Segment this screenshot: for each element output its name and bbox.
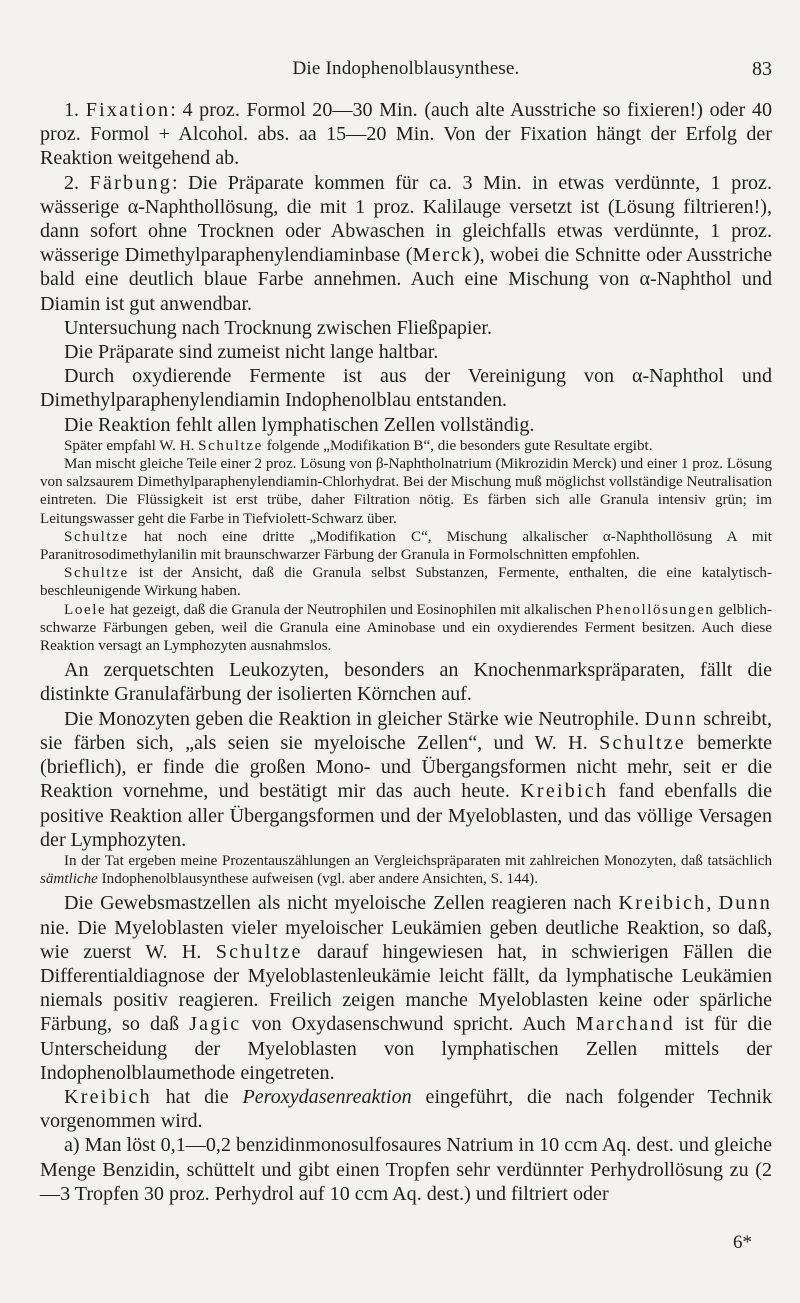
paragraph-durability: Die Präparate sind zumeist nicht lange haltbar. [64,341,439,364]
paragraph-fixation: 1. Fixation: 4 proz. Formol 20—30 Min. (auch alte Ausstriche so fixieren!) oder 40 proz. Formol + Alcohol. abs. aa 15—20 Min. Von der Fixation hängt der Erfolg der Reaktion weitgehend ab. [40,99,772,170]
paragraph-mast-cells: Die Gewebsmastzellen als nicht myeloische Zellen reagieren nach Kreibich, Dunn nie. Die Myeloblasten vieler myeloischer Leukämien geben deutliche Reaktion, so daß, wie zuerst W. H. Schultze darauf hingewiesen hat, in schwierigen Fällen die Differentialdiagnose der Myeloblastenleukämie leicht fällt, da lymphatische Leukämien niemals positiv reagieren. Freilich zeigen manche Myeloblasten keine oder spärliche Färbung, so daß Jagic von Oxydasenschwund spricht. Auch Marchand ist für die Unterscheidung der Myeloblasten von lymphatischen Zellen mittels der Indophenolblaumethode eingetreten. [40,892,773,1084]
paragraph-procedure-a: a) Man löst 0,1—0,2 benzidinmonosulfosaures Natrium in 10 ccm Aq. dest. und gleiche Menge Benzidin, schüttelt und gibt einen Tropfen sehr verdünnter Perhydrollösung zu (2—3 Tropfen 30 proz. Perhydrol auf 10 ccm Aq. dest.) und filtriert oder [40,1134,772,1205]
paragraph-crushed-leukocytes: An zerquetschten Leukozyten, besonders an Knochenmarkspräparaten, fällt die distinkte Granulafärbung der isolierten Körnchen auf. [40,659,772,706]
running-title: Die Indophenolblausynthese. [292,58,520,79]
note-modification-b: Später empfahl W. H. Schultze folgende „Modifikation B“, die besonders gute Resultate ergibt. [64,437,653,454]
emphasis: Peroxydasenreaktion [242,1085,412,1108]
signature-mark: 6* [733,1232,752,1253]
paragraph-oxidizing-enzymes: Durch oxydierende Fermente ist aus der Vereinigung von α-Naphthol und Dimethylparaphenylendiamin Indophenolblau entstanden. [40,365,772,412]
note-mixing: Man mischt gleiche Teile einer 2 proz. Lösung von β-Naphtholnatrium (Mikrozidin Merck) und einer 1 proz. Lösung von salzsaurem Dimethylparaphenylendiamin-Chlorhydrat. Bei der Mischung muß möglichst vollständige Neutralisation eintreten. Die Flüssigkeit ist erst trübe, daher Filtration nötig. Es färben sich alle Granula intensiv grün; im Leitungswasser geht die Farbe in Tiefviolett-Schwarz über. [40,456,772,527]
page-number: 83 [752,58,772,80]
author-name: Schultze [215,940,303,963]
author-name: Schultze [64,565,129,582]
note-loele: Loele hat gezeigt, daß die Granula der Neutrophilen und Eosinophilen mit alkalischen Phenollösungen gelblich-schwarze Färbungen geben, weil die Granula eine Aminobase und ein oxydierendes Ferment besitzen. Auch diese Reaktion versagt an Lymphozyten ausnahmslos. [40,601,772,655]
author-name: Schultze [599,731,686,754]
author-name: Kreibich [618,892,707,915]
paragraph-monocytes: Die Monozyten geben die Reaktion in gleicher Stärke wie Neutrophile. Dunn schreibt, sie färben sich, „als seien sie myeloische Zellen“, und W. H. Schultze bemerkte (brieflich), er finde die großen Mono- und Übergangsformen nicht mehr, seit er die Reaktion vornehme, und bestätigt mir das auch heute. Kreibich fand ebenfalls die positive Reaktion aller Übergangsformen und der Myeloblasten, und das völlige Versagen der Lymphozyten. [40,707,772,851]
emphasis: sämtliche [40,871,98,888]
author-name: Loele [64,601,107,618]
paragraph-lymphatic-cells: Die Reaktion fehlt allen lymphatischen Zellen vollständig. [64,413,535,436]
paragraph-staining: 2. Färbung: Die Präparate kommen für ca. 3 Min. in etwas verdünnte, 1 proz. wässerige α-Naphthollösung, die mit 1 proz. Kalilauge versetzt ist (Lösung filtrieren!), dann sofort ohne Trocknen oder Abwaschen in gleichfalls etwas verdünnte, 1 proz. wässerige Dimethylparaphenylendiaminbase (Merck), wobei die Schnitte oder Ausstriche bald eine deutlich blaue Farbe annehmen. Auch eine Mischung von α-Naphthol und Diamin ist gut anwendbar. [40,171,772,315]
spaced-term: Phenollösungen [595,601,715,618]
note-modification-c: Schultze hat noch eine dritte „Modifikation C“, Mischung alkalischer α-Naphthollösung A mit Paranitrosodimethylanilin mit braunschwarzer Färbung der Granula in Formolschnitten empfohlen. [40,528,772,564]
spaced-term: Färbung [89,171,173,194]
paragraph-examination: Untersuchung nach Trocknung zwischen Fließpapier. [64,316,493,339]
author-name: Marchand [575,1013,675,1036]
spaced-term: Fixation [85,99,171,121]
author-name: Merck [412,244,473,267]
author-name: Dunn [644,707,699,730]
paragraph-peroxidase: Kreibich hat die Peroxydasenreaktion eingeführt, die nach folgender Technik vorgenommen wird. [40,1085,772,1133]
author-name: Dunn [718,892,773,915]
author-name: Schultze [64,528,129,545]
author-name: Kreibich [520,780,609,803]
note-counts: In der Tat ergeben meine Prozentauszählungen an Vergleichspräparaten mit zahlreichen Monozyten, daß tatsächlich sämtliche Indophenolblausynthese aufweisen (vgl. aber andere Ansichten, S. 144). [40,852,772,888]
note-schultze-view: Schultze ist der Ansicht, daß die Granula selbst Substanzen, Fermente, enthalten, die eine katalytisch-beschleunigende Wirkung haben. [40,565,772,600]
author-name: Kreibich [64,1085,152,1108]
author-name: Jagic [189,1013,242,1036]
page-body [40,98,772,1206]
running-header [40,58,772,88]
author-name: Schultze [198,437,263,454]
